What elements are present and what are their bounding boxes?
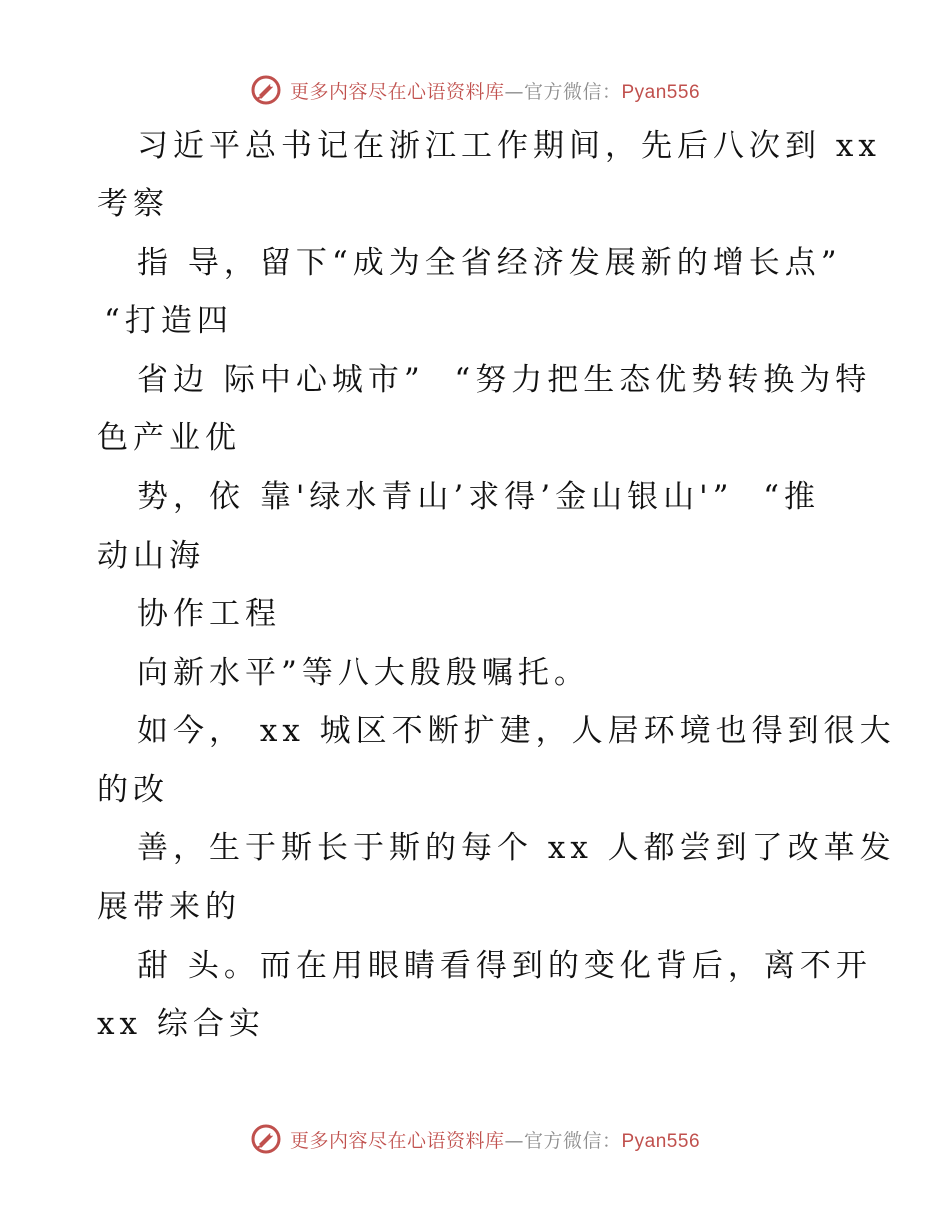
pen-nib-seal-logo-icon — [250, 1123, 282, 1155]
pen-nib-seal-logo-icon — [250, 74, 282, 106]
body-line: 色产业优 — [97, 420, 241, 456]
body-line: 动山海 — [97, 538, 205, 574]
header-watermark-text — [290, 77, 700, 104]
body-line: 考察 — [97, 186, 169, 222]
body-line: 协作工程 — [137, 596, 281, 632]
body-line: 指 导，留下“成为全省经济发展新的增长点” — [137, 245, 842, 281]
body-line: 展带来的 — [97, 889, 241, 925]
body-line: 习近平总书记在浙江工作期间，先后八次到 xx — [137, 128, 881, 164]
header-watermark — [0, 70, 950, 110]
body-line: 向新水平”等八大殷殷嘱托。 — [137, 655, 590, 691]
footer-watermark-separator: —官方微信： — [504, 1129, 622, 1152]
header-watermark-id: Pyan556 — [621, 81, 701, 103]
footer-watermark-id: Pyan556 — [621, 1130, 701, 1152]
body-line: 的改 — [97, 772, 169, 808]
footer-watermark — [0, 1119, 950, 1159]
body-line: “打造四 — [104, 303, 233, 339]
header-watermark-separator: —官方微信： — [504, 80, 622, 103]
body-line: 如今， xx 城区不断扩建，人居环境也得到很大 — [137, 713, 896, 749]
footer-watermark-main: 更多内容尽在心语资料库 — [289, 1129, 505, 1152]
body-line: 势，依 靠'绿水青山’求得’金山银山'” “推 — [137, 479, 821, 515]
header-watermark-main: 更多内容尽在心语资料库 — [289, 80, 505, 103]
footer-watermark-text — [290, 1126, 700, 1153]
body-line: 省边 际中心城市” “努力把生态优势转换为特 — [137, 362, 872, 398]
body-line: xx 综合实 — [97, 1006, 265, 1042]
body-line: 甜 头。而在用眼睛看得到的变化背后，离不开 — [137, 948, 872, 984]
body-line: 善，生于斯长于斯的每个 xx 人都尝到了改革发 — [137, 830, 896, 866]
